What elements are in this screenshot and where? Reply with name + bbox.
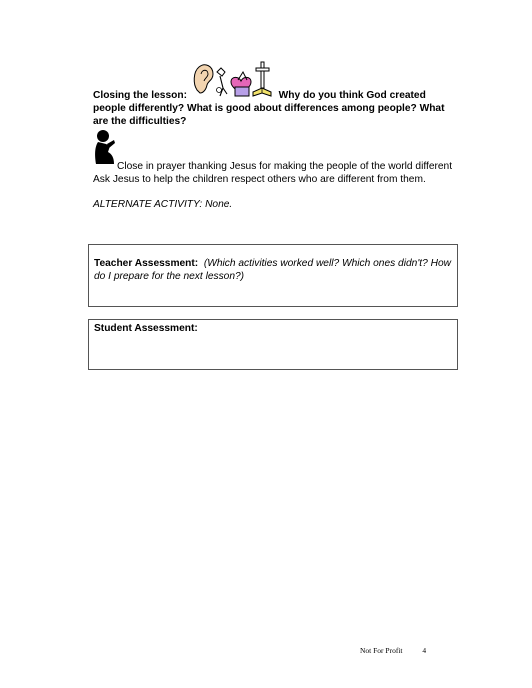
closing-question: Why do you think God created people differently? What is good about differences among people? What are the difficulties?: [93, 90, 445, 128]
page-number: 4: [422, 646, 427, 655]
student-assessment-label: Student Assessment:: [94, 323, 198, 334]
teacher-assessment-label: Teacher Assessment:: [94, 258, 199, 269]
alternate-activity: ALTERNATE ACTIVITY: None.: [93, 199, 233, 210]
hands-icon: [216, 68, 227, 96]
page-footer: [360, 646, 426, 655]
closing-icons: [191, 60, 275, 100]
closing-label: Closing the lesson:: [93, 90, 187, 101]
student-assessment-box[interactable]: [88, 319, 458, 370]
closing-section: [93, 60, 453, 129]
ear-icon: [194, 65, 213, 93]
cross-bible-icon: [253, 62, 271, 96]
teacher-assessment-box[interactable]: [88, 244, 458, 307]
prayer-text: [93, 160, 465, 186]
heart-gift-icon: [231, 72, 251, 96]
footer-text: Not For Profit: [360, 646, 403, 655]
prayer-line-2: Ask Jesus to help the children respect others who are different from them.: [93, 174, 426, 185]
prayer-line-1: Close in prayer thanking Jesus for making the people of the world different: [117, 161, 453, 172]
teacher-assessment-prompt: (Which activities worked well? Which ones didn't? How do I prepare for the next lesson?): [94, 258, 451, 282]
